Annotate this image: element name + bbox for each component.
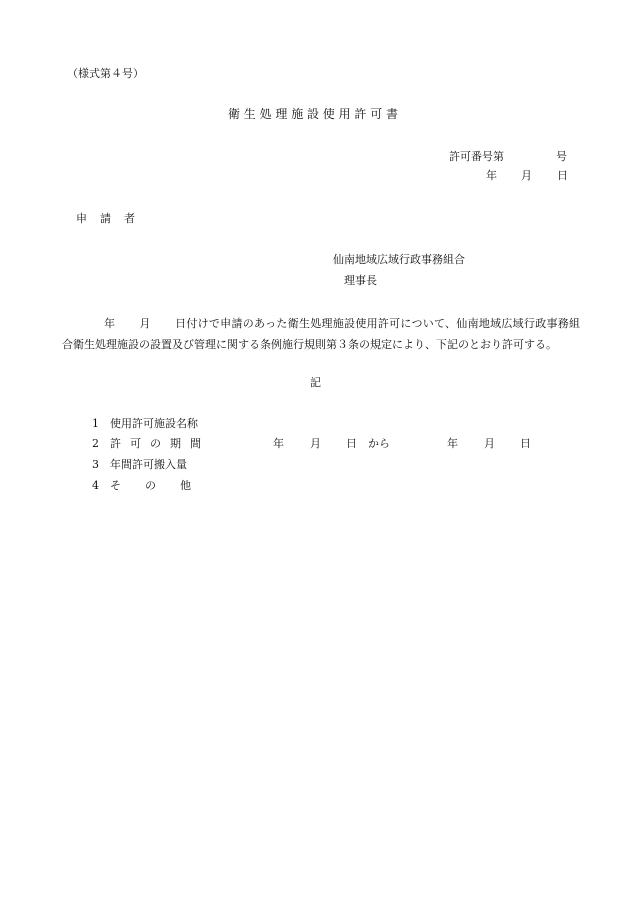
item-label: 使用許可施設名称 — [110, 417, 198, 430]
body-text: 日付けで申請のあった衛生処理施設使用許可について、仙南地域広域行政事務組合衛生処理施設の設置及び管理に関する条例施行規則第３条の規定により、下記のとおり許可する。 — [62, 317, 581, 351]
item-label: その他 — [110, 479, 215, 492]
issue-date-month: 月 — [521, 169, 532, 182]
issuer-organization: 仙南地域広域行政事務組合 — [333, 253, 465, 266]
body-month: 月 — [139, 317, 151, 330]
issuer-title: 理事長 — [344, 274, 377, 287]
item-label: 許可の期間 — [110, 437, 210, 450]
applicant-label: 申請者 — [76, 212, 148, 225]
period-to-year: 年 — [447, 437, 458, 450]
item-number: 1 — [92, 417, 99, 430]
period-from-word: から — [368, 437, 390, 450]
body-paragraph — [62, 314, 580, 355]
period-from-year: 年 — [273, 437, 284, 450]
item-number: 4 — [92, 479, 99, 492]
body-year: 年 — [104, 317, 116, 330]
permit-number-label: 許可番号第 — [449, 150, 504, 163]
issue-date-day: 日 — [557, 169, 568, 182]
period-from-month: 月 — [310, 437, 321, 450]
item-number: 2 — [92, 437, 99, 450]
period-to-day: 日 — [520, 437, 531, 450]
item-number: 3 — [92, 458, 99, 471]
period-to-month: 月 — [484, 437, 495, 450]
ki-heading: 記 — [310, 376, 321, 389]
form-number: （様式第４号） — [67, 67, 144, 80]
period-from-day: 日 — [346, 437, 357, 450]
document-title: 衛生処理施設使用許可書 — [228, 107, 402, 121]
item-label: 年間許可搬入量 — [110, 458, 187, 471]
permit-number-suffix: 号 — [556, 150, 567, 163]
issue-date-year: 年 — [486, 169, 497, 182]
